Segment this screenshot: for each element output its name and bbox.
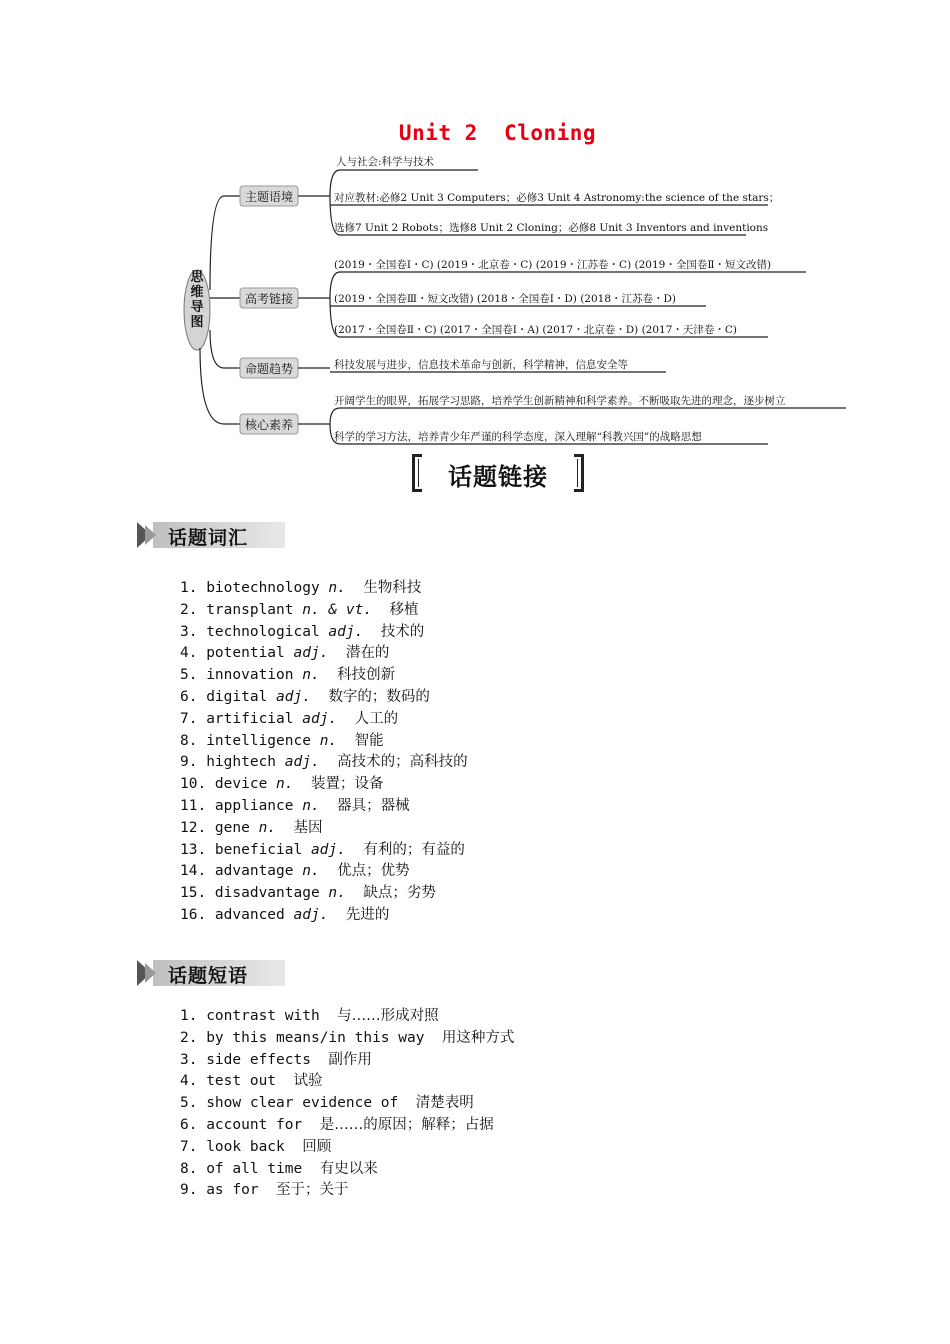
vocab-word: intelligence bbox=[206, 732, 320, 749]
phrase-text: account for bbox=[206, 1116, 320, 1133]
vocab-meaning: 装置；设备 bbox=[310, 776, 384, 793]
phrase-number: 3. bbox=[180, 1051, 207, 1068]
leaf-theme-3: 选修7 Unit 2 Robots；选修8 Unit 2 Cloning；必修8 Unit 3 Inventors and inventions bbox=[334, 222, 769, 234]
vocab-pos: n. bbox=[258, 819, 294, 836]
phrase-meaning: 至于；关于 bbox=[276, 1182, 349, 1199]
vocab-meaning: 生物科技 bbox=[363, 580, 422, 596]
vocab-meaning: 数字的；数码的 bbox=[328, 688, 430, 705]
vocab-pos: adj. bbox=[302, 710, 355, 727]
vocab-meaning: 高技术的；高科技的 bbox=[337, 754, 468, 771]
phrase-number: 5. bbox=[180, 1095, 207, 1112]
vocab-pos: adj. bbox=[328, 623, 381, 640]
vocab-meaning: 科技创新 bbox=[337, 667, 396, 684]
vocab-item bbox=[180, 665, 468, 687]
vocab-number: 15. bbox=[180, 885, 215, 902]
vocab-number: 12. bbox=[180, 819, 215, 836]
phrase-number: 4. bbox=[180, 1073, 207, 1090]
vocab-pos: adj. bbox=[284, 754, 338, 771]
phrase-number: 1. bbox=[180, 1008, 207, 1024]
phrase-meaning: 有史以来 bbox=[319, 1160, 378, 1177]
vocab-word: disadvantage bbox=[214, 885, 329, 902]
leaf-theme-1: 人与社会:科学与技术 bbox=[336, 156, 435, 168]
phrase-meaning: 清楚表明 bbox=[415, 1095, 474, 1112]
vocab-word: artificial bbox=[206, 710, 303, 727]
vocab-word: transplant bbox=[206, 601, 303, 618]
vocab-item bbox=[180, 861, 468, 883]
leaf-exam-1: (2019・全国卷Ⅰ・C) (2019・北京卷・C) (2019・江苏卷・C) (2019・全国卷Ⅱ・短文改错) bbox=[334, 259, 772, 271]
branch-core-literacy: 核心素养 bbox=[244, 418, 293, 432]
vocab-number: 14. bbox=[180, 863, 215, 880]
vocab-word: digital bbox=[206, 688, 277, 705]
phrase-text: side effects bbox=[206, 1051, 329, 1068]
vocab-item bbox=[180, 709, 468, 731]
vocab-word: technological bbox=[206, 623, 329, 640]
branch-trend: 命题趋势 bbox=[244, 362, 293, 376]
leaf-theme-2: 对应教材:必修2 Unit 3 Computers；必修3 Unit 4 Astronomy:the science of the stars； bbox=[334, 192, 780, 204]
phrase-meaning: 试验 bbox=[293, 1073, 323, 1090]
vocab-item bbox=[180, 774, 468, 796]
phrase-item bbox=[180, 1093, 514, 1115]
vocab-list bbox=[180, 578, 468, 927]
vocab-pos: adj. bbox=[310, 841, 364, 858]
vocab-number: 1. bbox=[180, 580, 207, 596]
leaf-trend-1: 科技发展与进步，信息技术革命与创新，科学精神，信息安全等 bbox=[334, 359, 628, 371]
vocab-meaning: 缺点；劣势 bbox=[363, 885, 436, 902]
vocab-meaning: 先进的 bbox=[345, 906, 390, 923]
vocab-meaning: 技术的 bbox=[380, 623, 425, 640]
vocab-meaning: 智能 bbox=[354, 732, 384, 749]
vocab-item bbox=[180, 840, 468, 862]
leaf-exam-2: (2019・全国卷Ⅲ・短文改错) (2018・全国卷Ⅰ・D) (2018・江苏卷・D) bbox=[334, 293, 677, 305]
phrase-meaning: 是……的原因；解释；占据 bbox=[319, 1116, 494, 1133]
vocab-word: hightech bbox=[206, 754, 285, 771]
vocab-section-heading: 话题词汇 bbox=[137, 522, 285, 548]
mindmap-root: 思维导图 bbox=[190, 270, 204, 330]
vocab-meaning: 人工的 bbox=[354, 710, 399, 727]
phrase-item bbox=[180, 1159, 514, 1181]
vocab-item bbox=[180, 752, 468, 774]
vocab-word: biotechnology bbox=[206, 580, 329, 596]
vocab-item bbox=[180, 643, 468, 665]
vocab-pos: n. bbox=[328, 580, 364, 596]
vocab-pos: n. bbox=[328, 885, 364, 902]
vocab-number: 7. bbox=[180, 710, 207, 727]
leaf-literacy-2: 科学的学习方法，培养青少年严谨的科学态度，深入理解“科教兴国”的战略思想 bbox=[334, 431, 702, 443]
phrase-item bbox=[180, 1071, 514, 1093]
vocab-word: gene bbox=[214, 819, 259, 836]
vocab-number: 3. bbox=[180, 623, 207, 640]
vocab-meaning: 器具；器械 bbox=[337, 797, 410, 814]
vocab-item bbox=[180, 622, 468, 644]
phrase-text: test out bbox=[206, 1073, 294, 1090]
vocab-meaning: 潜在的 bbox=[345, 645, 390, 662]
phrase-number: 9. bbox=[180, 1182, 207, 1199]
phrase-meaning: 副作用 bbox=[328, 1051, 372, 1068]
right-bracket bbox=[574, 454, 584, 492]
vocab-pos: n. bbox=[319, 732, 355, 749]
phrase-item bbox=[180, 1006, 514, 1028]
vocab-pos: adj. bbox=[293, 906, 346, 923]
phrase-meaning: 与……形成对照 bbox=[337, 1008, 439, 1024]
vocab-word: innovation bbox=[206, 667, 303, 684]
vocab-pos: adj. bbox=[293, 645, 346, 662]
vocab-pos: n. bbox=[302, 863, 338, 880]
phrase-list bbox=[180, 1006, 514, 1202]
vocab-meaning: 基因 bbox=[293, 819, 323, 836]
vocab-meaning: 优点；优势 bbox=[337, 863, 410, 880]
phrase-number: 7. bbox=[180, 1138, 207, 1155]
phrase-text: look back bbox=[206, 1138, 303, 1155]
vocab-pos: n. bbox=[302, 797, 338, 814]
phrase-number: 6. bbox=[180, 1116, 207, 1133]
vocab-word: beneficial bbox=[214, 841, 311, 858]
phrase-item bbox=[180, 1137, 514, 1159]
vocab-number: 11. bbox=[180, 797, 215, 814]
vocab-pos: n. & vt. bbox=[302, 601, 390, 618]
vocab-word: advantage bbox=[214, 863, 303, 880]
phrase-section-heading: 话题短语 bbox=[137, 960, 285, 986]
phrase-meaning: 回顾 bbox=[302, 1138, 332, 1155]
vocab-word: potential bbox=[206, 645, 294, 662]
vocab-item bbox=[180, 578, 468, 600]
phrase-text: contrast with bbox=[206, 1008, 338, 1024]
branch-exam-links: 高考链接 bbox=[244, 292, 293, 306]
vocab-number: 6. bbox=[180, 688, 207, 705]
vocab-number: 5. bbox=[180, 667, 207, 684]
vocab-pos: n. bbox=[302, 667, 338, 684]
vocab-item bbox=[180, 905, 468, 927]
leaf-literacy-1: 开阔学生的眼界，拓展学习思路，培养学生创新精神和科学素养。不断吸取先进的理念，逐步树立 bbox=[334, 395, 786, 407]
branch-theme-context: 主题语境 bbox=[244, 190, 293, 204]
vocab-item bbox=[180, 818, 468, 840]
phrase-text: as for bbox=[206, 1182, 277, 1199]
topic-link-heading: 话题链接 bbox=[412, 454, 584, 494]
vocab-item bbox=[180, 796, 468, 818]
vocab-number: 8. bbox=[180, 732, 207, 749]
vocab-number: 9. bbox=[180, 754, 207, 771]
vocab-pos: n. bbox=[276, 776, 311, 793]
unit-title: Unit 2 Cloning bbox=[398, 121, 597, 145]
vocab-word: advanced bbox=[214, 906, 294, 923]
phrase-item bbox=[180, 1180, 514, 1202]
phrase-text: of all time bbox=[206, 1160, 320, 1177]
phrase-text: show clear evidence of bbox=[206, 1095, 416, 1112]
phrase-number: 8. bbox=[180, 1160, 207, 1177]
vocab-word: device bbox=[214, 776, 277, 793]
vocab-meaning: 有利的；有益的 bbox=[363, 841, 465, 858]
vocab-meaning: 移植 bbox=[389, 601, 419, 618]
vocab-item bbox=[180, 600, 468, 622]
vocab-item bbox=[180, 883, 468, 905]
vocab-item bbox=[180, 687, 468, 709]
phrase-item bbox=[180, 1050, 514, 1072]
vocab-number: 4. bbox=[180, 645, 207, 662]
vocab-number: 2. bbox=[180, 601, 207, 618]
phrase-item bbox=[180, 1115, 514, 1137]
vocab-number: 10. bbox=[180, 776, 215, 793]
phrase-text: by this means/in this way bbox=[206, 1029, 442, 1046]
vocab-item bbox=[180, 731, 468, 753]
phrase-meaning: 用这种方式 bbox=[441, 1029, 515, 1046]
phrase-item bbox=[180, 1028, 514, 1050]
vocab-number: 13. bbox=[180, 841, 215, 858]
vocab-pos: adj. bbox=[276, 688, 329, 705]
phrase-number: 2. bbox=[180, 1029, 207, 1046]
leaf-exam-3: (2017・全国卷Ⅱ・C) (2017・全国卷Ⅰ・A) (2017・北京卷・D) (2017・天津卷・C) bbox=[334, 324, 738, 336]
vocab-word: appliance bbox=[214, 797, 303, 814]
vocab-number: 16. bbox=[180, 906, 215, 923]
